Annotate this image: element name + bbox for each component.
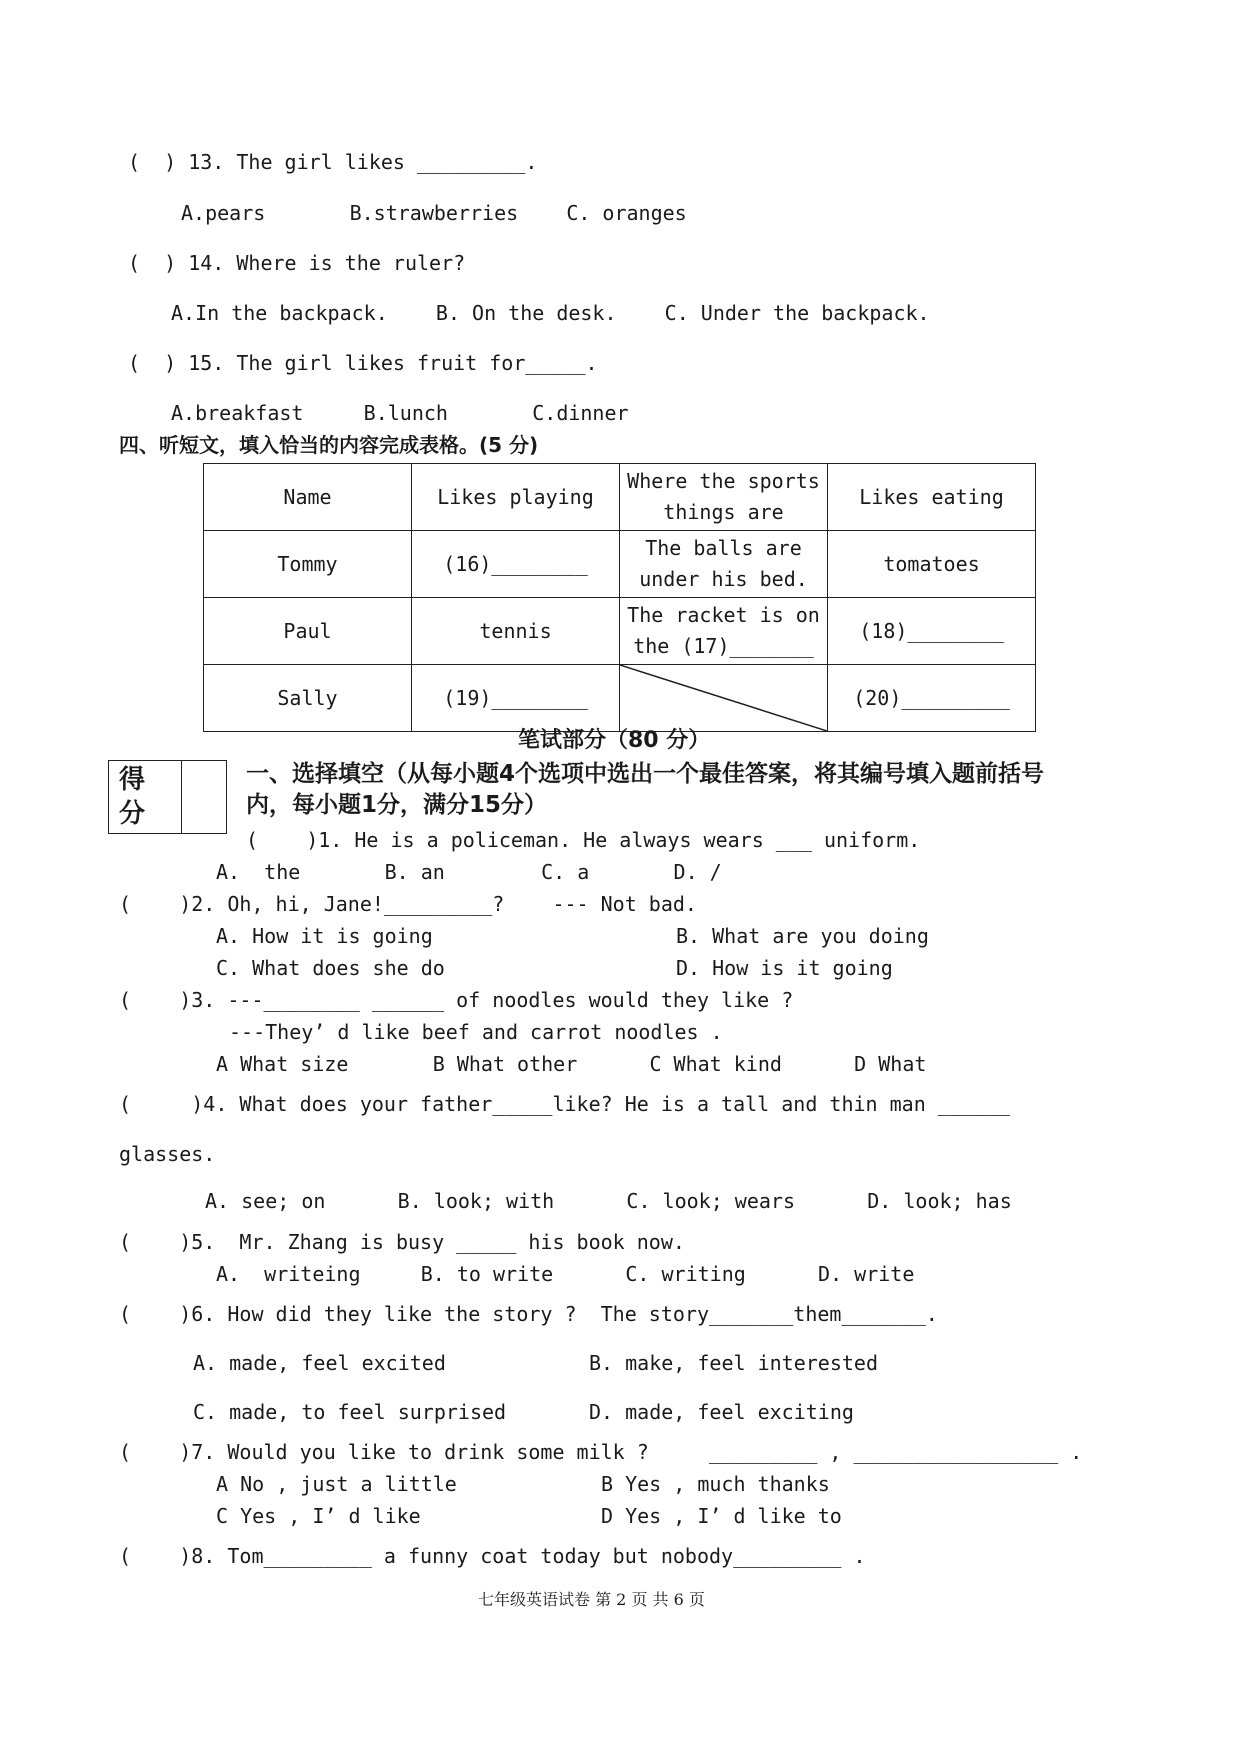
question-2-option-a: A. How it is going — [216, 924, 433, 948]
section-4-title: 四、听短文，填入恰当的内容完成表格。(5 分) — [119, 433, 539, 457]
question-13: ( ) 13. The girl likes _________. — [128, 150, 538, 174]
question-15-options: A.breakfast B.lunch C.dinner — [171, 401, 629, 425]
cell-where: The balls are under his bed. — [620, 531, 828, 598]
cell-blank-19: (19)________ — [412, 665, 620, 732]
question-5: ( )5. Mr. Zhang is busy _____ his book now. — [119, 1230, 685, 1254]
header-where-things: Where the sports things are — [620, 464, 828, 531]
question-14: ( ) 14. Where is the ruler? — [128, 251, 466, 275]
question-13-options: A.pears B.strawberries C. oranges — [181, 201, 687, 225]
question-15: ( ) 15. The girl likes fruit for_____. — [128, 351, 598, 375]
question-6-option-d: D. made, feel exciting — [589, 1400, 854, 1424]
section-1-title-line-1: 一、选择填空（从每小题4个选项中选出一个最佳答案，将其编号填入题前括号 — [246, 761, 1045, 787]
cell-name: Paul — [204, 598, 412, 665]
table-row — [204, 665, 1036, 732]
section-1-title-line-2: 内，每小题1分，满分15分） — [246, 792, 548, 818]
question-3-options: A What size B What other C What kind D What — [216, 1052, 927, 1076]
question-4-continuation: glasses. — [119, 1142, 216, 1166]
listening-table — [203, 463, 1036, 732]
cell-name: Tommy — [204, 531, 412, 598]
question-8: ( )8. Tom_________ a funny coat today but nobody_________ . — [119, 1544, 866, 1568]
cell-blank-18: (18)________ — [828, 598, 1036, 665]
diagonal-line — [620, 665, 827, 731]
question-6-option-a: A. made, feel excited — [193, 1351, 446, 1375]
header-name: Name — [204, 464, 412, 531]
question-6: ( )6. How did they like the story ? The story_______them_______. — [119, 1302, 938, 1326]
question-7: ( )7. Would you like to drink some milk ? _________ , _________________ . — [119, 1440, 1083, 1464]
question-2-option-d: D. How is it going — [676, 956, 893, 980]
score-box — [108, 760, 227, 834]
table-header-row — [204, 464, 1036, 531]
question-6-option-c: C. made, to feel surprised — [193, 1400, 507, 1424]
score-label: 得分 — [119, 765, 146, 829]
cell-playing: tennis — [412, 598, 620, 665]
cell-blank-17: The racket is on the (17)_______ — [620, 598, 828, 665]
question-7-option-b: B Yes , much thanks — [601, 1472, 830, 1496]
score-box-divider — [181, 761, 182, 833]
writing-part-title: 笔试部分（80 分） — [518, 728, 711, 753]
header-likes-playing: Likes playing — [412, 464, 620, 531]
page-footer: 七年级英语试卷 第 2 页 共 6 页 — [478, 1590, 705, 1609]
question-4: ( )4. What does your father_____like? He is a tall and thin man ______ — [119, 1092, 1011, 1116]
question-3: ( )3. ---________ ______ of noodles would they like ? — [119, 988, 794, 1012]
question-7-option-c: C Yes , I’ d like — [216, 1504, 421, 1528]
cell-name: Sally — [204, 665, 412, 732]
question-1-options: A. the B. an C. a D. / — [216, 860, 722, 884]
question-7-option-a: A No , just a little — [216, 1472, 457, 1496]
cell-eating: tomatoes — [828, 531, 1036, 598]
header-likes-eating: Likes eating — [828, 464, 1036, 531]
question-7-option-d: D Yes , I’ d like to — [601, 1504, 842, 1528]
question-2-option-c: C. What does she do — [216, 956, 445, 980]
cell-blank-20: (20)_________ — [828, 665, 1036, 732]
cell-crossed-out — [620, 665, 828, 732]
question-2: ( )2. Oh, hi, Jane!_________? --- Not bad. — [119, 892, 697, 916]
table-row — [204, 531, 1036, 598]
table-row — [204, 598, 1036, 665]
question-5-options: A. writeing B. to write C. writing D. write — [216, 1262, 915, 1286]
question-3-answer-line: ---They’ d like beef and carrot noodles . — [229, 1020, 723, 1044]
question-6-option-b: B. make, feel interested — [589, 1351, 878, 1375]
cell-blank-16: (16)________ — [412, 531, 620, 598]
question-1: ( )1. He is a policeman. He always wears ___ uniform. — [246, 828, 921, 852]
question-2-option-b: B. What are you doing — [676, 924, 929, 948]
question-4-options: A. see; on B. look; with C. look; wears D. look; has — [205, 1189, 1012, 1213]
question-14-options: A.In the backpack. B. On the desk. C. Under the backpack. — [171, 301, 930, 325]
